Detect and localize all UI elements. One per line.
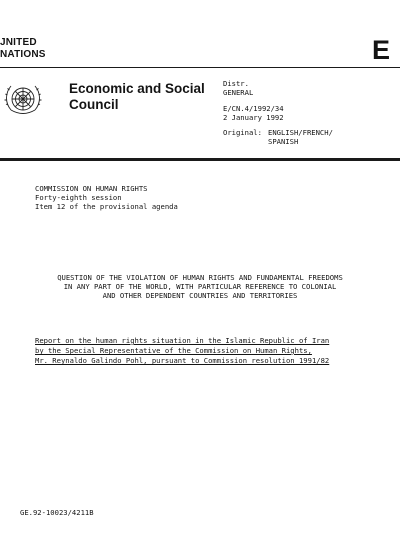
distr-value: GENERAL — [223, 88, 254, 97]
question-title-line-2: IN ANY PART OF THE WORLD, WITH PARTICULAR REFERENCE TO COLONIAL — [63, 282, 337, 291]
document-symbol: E/CN.4/1992/34 — [223, 104, 284, 113]
org-name-line-2: NATIONS — [0, 49, 46, 60]
un-emblem-icon — [3, 79, 43, 119]
header-rule-top — [0, 67, 400, 68]
council-name — [69, 81, 205, 113]
council-name-line-1: Economic and Social — [69, 81, 205, 96]
report-title-line-1: Report on the human rights situation in the Islamic Republic of Iran — [35, 336, 330, 345]
original-languages-line-2: SPANISH — [268, 137, 299, 146]
document-date: 2 January 1992 — [223, 113, 284, 122]
report-title-line-3: Mr. Reynaldo Galindo Pohl, pursuant to Commission resolution 1991/82 — [35, 356, 330, 365]
council-name-line-2: Council — [69, 97, 119, 112]
header-rule-bottom — [0, 158, 400, 161]
original-label: Original: — [223, 128, 262, 137]
distr-label: Distr. — [223, 79, 249, 88]
series-letter: E — [371, 35, 390, 65]
agenda-item: Item 12 of the provisional agenda — [35, 202, 178, 211]
footer-reference: GE.92-10023/4211B — [20, 508, 94, 517]
report-title-line-2: by the Special Representative of the Commission on Human Rights, — [35, 346, 312, 355]
original-languages-line-1: ENGLISH/FRENCH/ — [268, 128, 333, 137]
question-title-line-1: QUESTION OF THE VIOLATION OF HUMAN RIGHTS AND FUNDAMENTAL FREEDOMS — [57, 273, 343, 282]
commission-name: COMMISSION ON HUMAN RIGHTS — [35, 184, 148, 193]
question-title-line-3: AND OTHER DEPENDENT COUNTRIES AND TERRITORIES — [102, 291, 298, 300]
org-name-line-1: JNITED — [0, 37, 37, 48]
session-name: Forty-eighth session — [35, 193, 122, 202]
